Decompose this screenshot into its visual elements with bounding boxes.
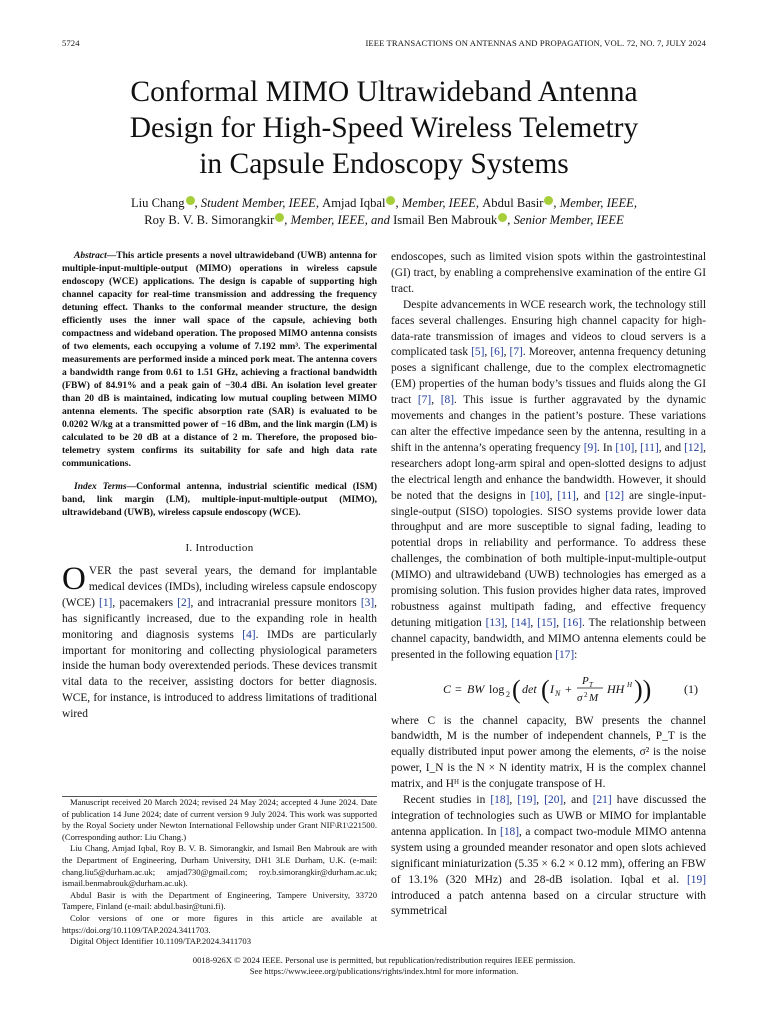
svg-text:)): )) (634, 674, 652, 704)
citation-link[interactable]: [10] (615, 441, 635, 454)
svg-text:P: P (582, 674, 589, 687)
citation-link[interactable]: [12] (605, 489, 625, 502)
svg-text:2: 2 (506, 689, 510, 699)
citation-link[interactable]: [11] (640, 441, 659, 454)
text: VER the past several years, the demand for implantable medical devices (IMDs), including wireless capsule endoscopy (WCE) (62, 565, 377, 609)
paper-title (0, 74, 768, 182)
footnote: Manuscript received 20 March 2024; revised 24 May 2024; accepted 4 June 2024. Date of publication 14 June 2024; date of current version 9 July 2024. This work was supported by the Royal Society under Newton International Fellowship under Grant NIF\R1\221500. (Corresponding author: Liu Chang.) (62, 797, 377, 842)
abstract-label: Abstract— (74, 251, 117, 261)
svg-text:(: ( (512, 674, 521, 704)
intro-paragraph (62, 561, 377, 723)
citation-link[interactable]: [3] (360, 596, 375, 609)
page-number: 5724 (62, 38, 80, 48)
text: , a compact two-module MIMO antenna system using a grounded meander resonator and open slots achieved significant miniaturization (5.35 × 6.2 × 0.12 mm), offering an FBW of 13.1% (320 MHz) and 28-dB isolation. Iqbal et al. (391, 825, 707, 886)
right-column (391, 250, 706, 920)
citation-link[interactable]: [7] (417, 394, 432, 407)
text: Despite advancements in WCE research work, the technology still faces several challenges. Ensuring high channel capacity for high-data-rate transmission of images and videos to cloud servers is a complicated task (391, 298, 706, 359)
citation-link[interactable]: [14] (511, 616, 531, 629)
author-role: , Member, IEEE, and (284, 213, 394, 227)
footnote: Abdul Basir is with the Department of Engineering, Tampere University, 33720 Tampere, Finland (e-mail: abdul.basir@tuni.fi). (62, 889, 377, 912)
citation-link[interactable]: [11] (557, 489, 576, 502)
paragraph: Recent studies in [18], [19], [20], and [21] have discussed the integration of technologies such as UWB or MIMO for implantable antenna application. In [18], a compact two-module MIMO antenna system using a grounded meander resonator and open slots achieved significant miniaturization (5.35 × 6.2 × 0.12 mm), offering an FBW of 13.1% (320 MHz) and 28-dB isolation. Iqbal et al. [19] introduced a patch antenna based on a circular structure with symmetrical (391, 794, 707, 918)
copyright-line: 0018-926X © 2024 IEEE. Personal use is permitted, but republication/redistribution requires IEEE permission. (192, 955, 576, 965)
left-column (62, 250, 377, 723)
citation-link[interactable]: [4] (242, 628, 256, 641)
citation-link[interactable]: [15] (537, 616, 557, 629)
footnote: Digital Object Identifier 10.1109/TAP.2024.3411703 (70, 936, 252, 947)
index-terms-label: Index Terms— (74, 482, 137, 492)
text: . Moreover, antenna frequency detuning poses a significant challenge, due to the complex electromagnetic (EM) properties of the human body’s tissues and fluids along the GI tract (391, 346, 706, 407)
section-heading: I. Introduction (185, 542, 254, 554)
title-line: Design for High-Speed Wireless Telemetry (129, 112, 639, 144)
author-role: , Senior Member, IEEE (507, 213, 624, 227)
svg-text:BW: BW (467, 681, 485, 696)
svg-text:det: det (522, 681, 537, 696)
text: are single-input-single-output (SISO) topologies. SISO systems provide lower data throughput and are more susceptible to signal fading, leading to potential drops in reliability and performance. To address these challenges, the combination of both multiple-input-multiple-output (MIMO) and ultrawideband (UWB) technologies has emerged as a promising solution. This fusion provides higher data rates, improved robustness against multipath fading, and effective frequency detuning mitigation (391, 489, 707, 629)
equation-number: (1) (684, 681, 698, 696)
text: , and intracranial pressure monitors (190, 596, 361, 609)
author-role: , Member, IEEE, (553, 196, 638, 210)
svg-text:=: = (455, 681, 462, 696)
author-name: Amjad Iqbal (322, 196, 386, 210)
citation-link[interactable]: [16] (563, 616, 582, 629)
citation-link[interactable]: [1] (99, 596, 113, 609)
footnote: Color versions of one or more figures in this article are available at https://doi.org/10.1109/TAP.2024.3411703. (62, 912, 377, 935)
author-line (0, 212, 768, 229)
citation-link[interactable]: [10] (530, 489, 550, 502)
citation-link[interactable]: [20] (544, 794, 564, 807)
footnote: Liu Chang, Amjad Iqbal, Roy B. V. B. Simorangkir, and Ismail Ben Mabrouk are with the Department of Engineering, Durham University, DH1 3LE Durham, U.K. (e-mail: chang.liu5@durham.ac.uk; amjad730@gmail.com; roy.b.simorangkir@durham.ac.uk; ismail.benmabrouk@durham.ac.uk). (62, 843, 377, 889)
text: . The relationship between channel capacity, bandwidth, and MIMO antenna elements could be presented in the following equation (391, 616, 706, 661)
author-line (0, 195, 768, 212)
author-name: Abdul Basir (482, 196, 544, 210)
text: , pacemakers (112, 596, 178, 609)
citation-link[interactable]: [12] (684, 441, 704, 454)
svg-text:M: M (589, 691, 599, 704)
running-head: IEEE TRANSACTIONS ON ANTENNAS AND PROPAGATION, VOL. 72, NO. 7, JULY 2024 (365, 38, 706, 48)
svg-text:C: C (443, 681, 452, 696)
author-name: Liu Chang (130, 196, 185, 210)
citation-link[interactable]: [18] (490, 794, 510, 807)
equation-graphic (391, 668, 706, 710)
copyright-footer (0, 955, 768, 977)
text: . In (597, 441, 616, 454)
svg-text:log: log (489, 681, 505, 696)
svg-text:HH: HH (607, 681, 625, 696)
drop-cap: O (62, 561, 86, 597)
orcid-icon[interactable] (186, 196, 195, 205)
citation-link[interactable]: [19] (687, 873, 706, 886)
author-role: , Student Member, IEEE, (194, 196, 323, 210)
citation-link[interactable]: [13] (485, 616, 505, 629)
svg-text:σ: σ (577, 691, 583, 704)
citation-link[interactable]: [7] (509, 346, 523, 359)
paragraph: where C is the channel capacity, BW presents the channel bandwidth, M is the number of independent channels, P_T is the equally distributed input power among the elements, σ² is the noise power, I_N is the N × N identity matrix, H is the complex channel matrix, and Hᴴ is the conjugate transpose of H. (391, 714, 706, 791)
citation-link[interactable]: [17] (555, 648, 575, 661)
text: , has significantly increased, due to the expanding role in health monitoring and diagnosis systems (62, 596, 377, 641)
footnotes (62, 796, 377, 948)
title-line: in Capsule Endoscopy Systems (199, 148, 569, 180)
paragraph: Despite advancements in WCE research work, the technology still faces several challenges. Ensuring high channel capacity for high-data-rate transmission of images and videos to cloud servers is a complicated task [5], [6], [7]. Moreover, antenna frequency detuning poses a significant challenge, due to the complex electromagnetic (EM) properties of the human body’s tissues and fluids along the GI tract [7], [8]. This issue is further aggravated by the dynamic movements and changes in the patient’s posture. These variations can alter the effective impedance seen by the antenna, resulting in a shift in the antenna’s operating frequency [9]. In [10], [11], and [12], researchers adopt long-arm spiral and open-slotted designs to adjust the electrical length and enhance the bandwidth. However, it should be noted that the designs in [10], [11], and [12] are single-input-single-output (SISO) topologies. SISO systems provide lower data throughput and are more susceptible to signal fading, leading to potential drops in reliability and performance. To address these challenges, the combination of both multiple-input-multiple-output (MIMO) and ultrawideband (UWB) technologies has emerged as a promising solution. This fusion provides higher data rates, improved robustness against multipath fading, and effective frequency detuning mitigation [13], [14], [15], [16]. The relationship between channel capacity, bandwidth, and MIMO antenna elements could be presented in the following equation [17]: (391, 298, 707, 661)
rights-link[interactable]: See https://www.ieee.org/publications/rights/index.html for more information. (249, 966, 519, 976)
index-terms-text: Conformal antenna, industrial scientific medical (ISM) band, link margin (LM), multiple-input-multiple-output (MIMO), ultrawideband (UWB), wireless capsule endoscopy (WCE). (62, 482, 377, 518)
svg-text:2: 2 (584, 690, 588, 699)
citation-link[interactable]: [5] (471, 346, 485, 359)
orcid-icon[interactable] (275, 213, 284, 222)
citation-link[interactable]: [8] (440, 394, 454, 407)
index-terms (62, 481, 377, 520)
svg-text:+: + (565, 681, 572, 696)
svg-text:H: H (627, 680, 633, 689)
text: introduced a patch antenna based on a circular structure with symmetrical (391, 889, 706, 918)
citation-link[interactable]: [18] (500, 825, 520, 838)
text: have discussed the integration of technologies such as UWB or MIMO for implantable antenna application. In (391, 794, 707, 838)
orcid-icon[interactable] (498, 213, 507, 222)
citation-link[interactable]: [19] (517, 794, 537, 807)
svg-text:(: ( (541, 674, 550, 704)
text: , researchers adopt long-arm spiral and open-slotted designs to adjust the electrical length and enhance the bandwidth. However, it should be noted that the designs in (391, 441, 706, 502)
author-name: Roy B. V. B. Simorangkir (144, 213, 275, 227)
svg-text:T: T (589, 680, 593, 689)
citation-link[interactable]: [21] (592, 794, 612, 807)
author-role: , Member, IEEE, (395, 196, 483, 210)
abstract (62, 250, 377, 471)
abstract-text: This article presents a novel ultrawideband (UWB) antenna for multiple-input-multiple-output (MIMO) operations in wireless capsule endoscopy (WCE) applications. The design is capable of supporting high channel capacity for real-time transmission and addressing the frequency detuning effect. Thanks to the conformal meander structure, the design efficiently uses the inner wall space of the capsule, achieving both compactness and wideband operation. The proposed MIMO antenna consists of two elements, each occupying a volume of 7.192 mm³. The experimental measurements are performed inside a minced pork meat. The antenna covers a bandwidth range from 0.61 to 1.51 GHz, achieving a fractional bandwidth (FBW) of 84.91% and a peak gain of −30.4 dBi. An isolation level greater than 20 dB is maintained, indicating low mutual coupling between MIMO antenna elements. The specific absorption rate (SAR) is evaluated to be 0.0202 W/kg at a transmitted power of −16 dBm, and the link margin (LM) is calculated to be 20 dB at a distance of 2 m. Therefore, the proposed bio-telemetry system confirms its suitability for safe and high data rate communications. (62, 251, 377, 469)
citation-link[interactable]: [2] (177, 596, 191, 609)
citation-link[interactable]: [9] (583, 441, 597, 454)
text: Recent studies in (403, 794, 491, 807)
text: . This issue is further aggravated by the dynamic movements and changes in the patient’s posture. These variations can alter the effective impedance seen by the antenna, resulting in a shift in the antenna’s operating frequency (391, 394, 706, 454)
text: . IMDs are particularly important for monitoring and collecting physiological parameters inside the human body overextended periods. These devices transmit vital data to the receiver, assisting doctors for better diagnosis. WCE, for instance, is introduced to address limitations of traditional wired (62, 628, 377, 721)
author-name: Ismail Ben Mabrouk (393, 213, 498, 227)
equation-1 (391, 668, 706, 710)
citation-link[interactable]: [6] (490, 346, 504, 359)
paragraph: endoscopes, such as limited vision spots within the gastrointestinal (GI) tract, by enabling a comprehensive examination of the entire GI tract. (391, 251, 706, 295)
svg-text:I: I (550, 681, 554, 696)
svg-text:N: N (555, 688, 561, 698)
author-list (0, 195, 768, 229)
title-line: Conformal MIMO Ultrawideband Antenna (130, 76, 638, 108)
